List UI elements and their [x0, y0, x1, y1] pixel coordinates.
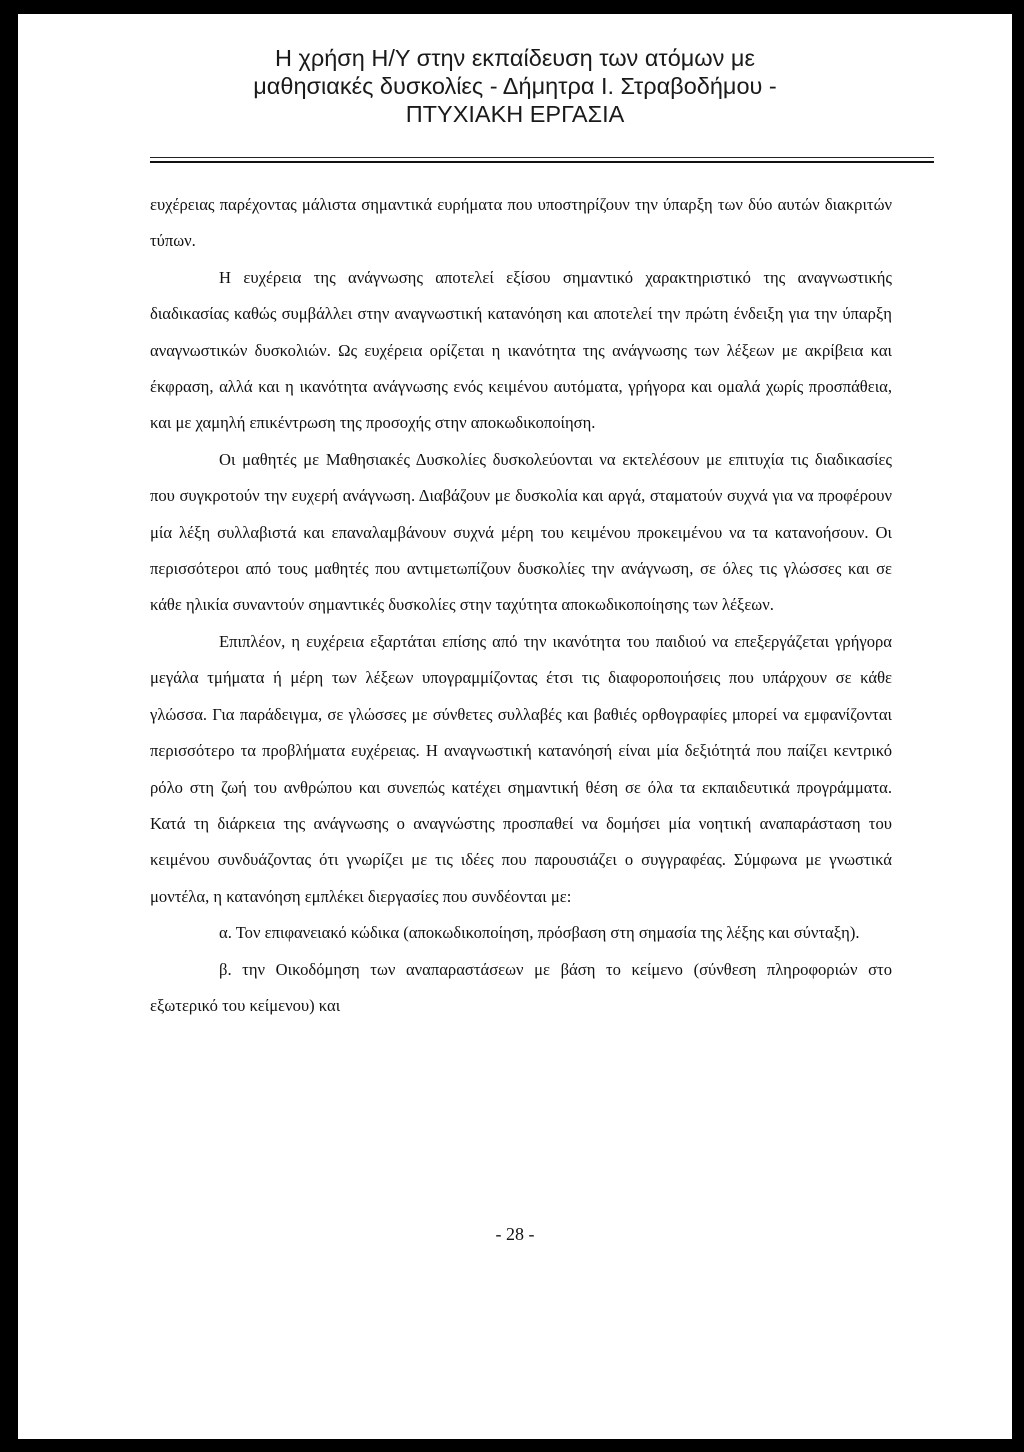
header-line-1: Η χρήση Η/Υ στην εκπαίδευση των ατόμων με — [275, 45, 755, 71]
header-rule-thin — [150, 157, 934, 158]
list-item-b: β. την Οικοδόμηση των αναπαραστάσεων με βάση το κείμενο (σύνθεση πληροφοριών στο εξωτερικό του κείμενου) και — [150, 959, 892, 1015]
header-line-3: ΠΤΥΧΙΑΚΗ ΕΡΓΑΣΙΑ — [405, 101, 625, 127]
header-line-2: μαθησιακές δυσκολίες - Δήμητρα Ι. Στραβοδήμου - — [253, 73, 777, 99]
running-header — [18, 44, 1012, 128]
paragraph-3: Οι μαθητές με Μαθησιακές Δυσκολίες δυσκολεύονται να εκτελέσουν με επιτυχία τις διαδικασίες που συγκροτούν την ευχερή ανάγνωση. Διαβάζουν με δυσκολία και αργά, σταματούν συχνά για να προφέρουν μία λέξη συλλαβιστά και επαναλαμβάνουν συχνά μέρη του κειμένου προκειμένου να τα κατανοήσουν. Οι περισσότεροι από τους μαθητές που αντιμετωπίζουν δυσκολίες την ανάγνωση, σε όλες τις γλώσσες και σε κάθε ηλικία συναντούν σημαντικές δυσκολίες στην ταχύτητα αποκωδικοποίησης των λέξεων. — [150, 449, 892, 615]
page-number: - 28 - — [495, 1224, 535, 1244]
list-item-a: α. Τον επιφανειακό κώδικα (αποκωδικοποίηση, πρόσβαση στη σημασία της λέξης και σύνταξη). — [219, 923, 860, 943]
paragraph-4: Επιπλέον, η ευχέρεια εξαρτάται επίσης από την ικανότητα του παιδιού να επεξεργάζεται γρήγορα μεγάλα τμήματα ή μέρη των λέξεων υπογραμμίζοντας έτσι τις διαφοροποιήσεις που υπάρχουν σε κάθε γλώσσα. Για παράδειγμα, σε γλώσσες με σύνθετες συλλαβές και βαθιές ορθογραφίες μπορεί να εμφανίζονται περισσότερο τα προβλήματα ευχέρειας. Η αναγνωστική κατανόησή είναι μία δεξιότητά που παίζει κεντρικό ρόλο στη ζωή του ανθρώπου και συνεπώς κατέχει σημαντική θέση σε όλα τα εκπαιδευτικά προγράμματα. Κατά τη διάρκεια της ανάγνωσης ο αναγνώστης προσπαθεί να δομήσει μία νοητική αναπαράσταση του κειμένου συνδυάζοντας ότι γνωρίζει με τις ιδέες που παρουσιάζει ο συγγραφέας. Σύμφωνα με γνωστικά μοντέλα, η κατανόηση εμπλέκει διεργασίες που συνδέονται με: — [150, 631, 892, 906]
document-page — [18, 14, 1012, 1439]
paragraph-1: ευχέρειας παρέχοντας μάλιστα σημαντικά ευρήματα που υποστηρίζουν την ύπαρξη των δύο αυτών διακριτών τύπων. — [150, 195, 892, 251]
body-text — [150, 187, 892, 1024]
header-rule-thick — [150, 161, 934, 163]
paragraph-2: Η ευχέρεια της ανάγνωσης αποτελεί εξίσου σημαντικό χαρακτηριστικό της αναγνωστικής διαδικασίας καθώς συμβάλλει στην αναγνωστική κατανόηση και αποτελεί την πρώτη ένδειξη για την ύπαρξη αναγνωστικών δυσκολιών. Ως ευχέρεια ορίζεται η ικανότητα της ανάγνωσης των λέξεων με ακρίβεια και έκφραση, αλλά και η ικανότητα ανάγνωσης ενός κειμένου αυτόματα, γρήγορα και ομαλά χωρίς προσπάθεια, και με χαμηλή επικέντρωση της προσοχής στην αποκωδικοποίηση. — [150, 267, 892, 433]
